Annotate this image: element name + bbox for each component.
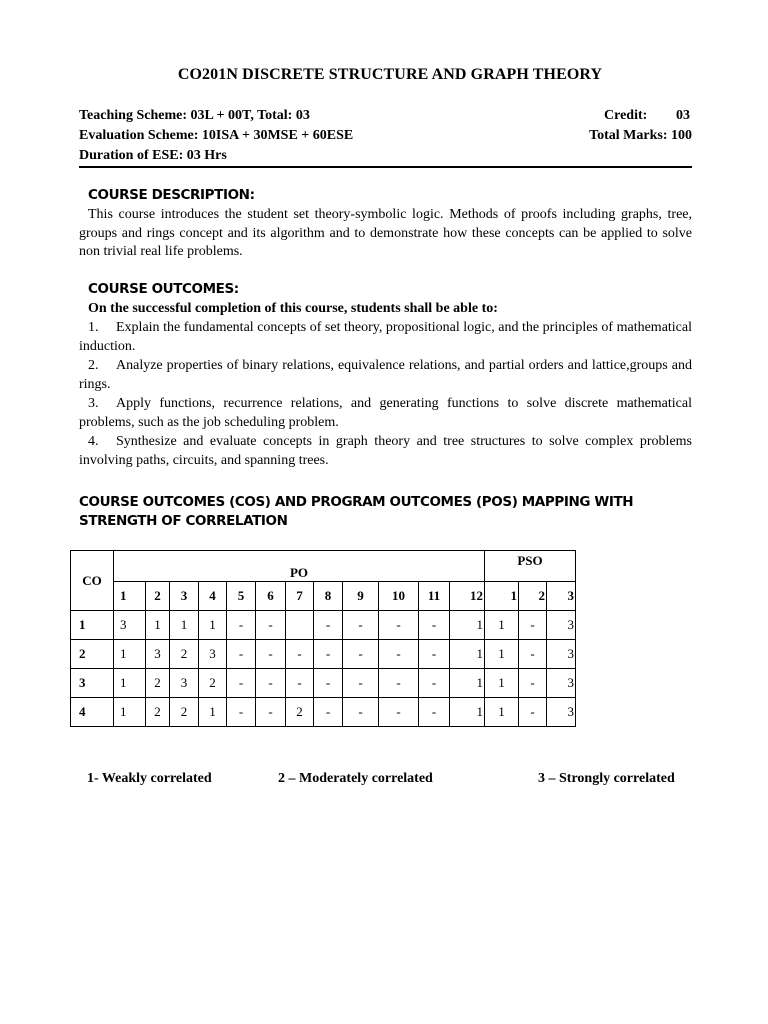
correlation-cell: - xyxy=(256,640,286,669)
outcome-number: 4. xyxy=(88,434,99,449)
correlation-cell: 2 xyxy=(170,640,199,669)
table-row xyxy=(71,669,576,698)
correlation-cell: - xyxy=(343,698,379,727)
correlation-cell: - xyxy=(256,698,286,727)
outcome-item xyxy=(79,395,692,432)
legend-strong: 3 – Strongly correlated xyxy=(538,771,675,786)
po-number-4: 4 xyxy=(199,582,227,611)
po-number-7: 7 xyxy=(286,582,314,611)
correlation-cell: 1 xyxy=(450,611,485,640)
correlation-cell: 1 xyxy=(199,698,227,727)
outcome-item xyxy=(79,433,692,470)
correlation-cell: - xyxy=(379,611,419,640)
correlation-cell: - xyxy=(227,611,256,640)
outcome-text: Apply functions, recurrence relations, and generating functions to solve discrete mathematical problems, such as the job scheduling problem. xyxy=(79,396,692,430)
correlation-cell: - xyxy=(519,669,547,698)
correlation-cell: 1 xyxy=(450,698,485,727)
correlation-cell: 2 xyxy=(286,698,314,727)
correlation-cell: 1 xyxy=(114,669,146,698)
table-row xyxy=(71,698,576,727)
correlation-cell: 1 xyxy=(485,611,519,640)
table-row xyxy=(71,640,576,669)
correlation-cell: - xyxy=(519,640,547,669)
correlation-cell: - xyxy=(519,611,547,640)
correlation-cell: - xyxy=(379,640,419,669)
po-number-12: 12 xyxy=(450,582,485,611)
outcome-text: Explain the fundamental concepts of set theory, propositional logic, and the principles of mathematical induction. xyxy=(79,320,692,354)
teaching-scheme: Teaching Scheme: 03L + 00T, Total: 03 xyxy=(79,108,310,123)
outcome-item xyxy=(79,357,692,394)
co-number: 1 xyxy=(71,611,114,640)
correlation-cell: 3 xyxy=(547,611,576,640)
po-number-11: 11 xyxy=(419,582,450,611)
table-header-row xyxy=(71,551,576,582)
credit-value: 03 xyxy=(676,108,690,123)
po-header: PO xyxy=(114,551,485,582)
co-header: CO xyxy=(71,551,114,611)
correlation-cell: - xyxy=(314,698,343,727)
correlation-cell: - xyxy=(419,669,450,698)
pso-header: PSO xyxy=(485,551,576,582)
po-number-10: 10 xyxy=(379,582,419,611)
co-number: 4 xyxy=(71,698,114,727)
correlation-cell: - xyxy=(379,669,419,698)
correlation-cell: 1 xyxy=(450,640,485,669)
correlation-cell: 1 xyxy=(485,669,519,698)
outcome-item xyxy=(79,319,692,356)
correlation-cell: - xyxy=(314,669,343,698)
correlation-cell: 1 xyxy=(199,611,227,640)
correlation-cell: - xyxy=(419,698,450,727)
correlation-cell: 1 xyxy=(146,611,170,640)
correlation-cell: - xyxy=(379,698,419,727)
correlation-cell: 1 xyxy=(170,611,199,640)
table-number-row xyxy=(71,582,576,611)
po-number-5: 5 xyxy=(227,582,256,611)
correlation-cell: 2 xyxy=(146,698,170,727)
correlation-cell: 1 xyxy=(485,698,519,727)
evaluation-scheme: Evaluation Scheme: 10ISA + 30MSE + 60ESE xyxy=(79,128,354,143)
po-number-3: 3 xyxy=(170,582,199,611)
outcome-number: 3. xyxy=(88,396,99,411)
po-number-6: 6 xyxy=(256,582,286,611)
correlation-cell: - xyxy=(419,640,450,669)
ese-duration: Duration of ESE: 03 Hrs xyxy=(79,148,227,163)
course-outcomes-heading: COURSE OUTCOMES: xyxy=(88,281,239,297)
po-number-8: 8 xyxy=(314,582,343,611)
table-row xyxy=(71,611,576,640)
correlation-cell: 3 xyxy=(170,669,199,698)
header-divider xyxy=(79,166,692,168)
legend-moderate: 2 – Moderately correlated xyxy=(278,771,433,786)
co-po-mapping-table xyxy=(70,550,576,727)
course-outcomes-list xyxy=(79,319,692,470)
correlation-cell: - xyxy=(227,669,256,698)
page-title: CO201N DISCRETE STRUCTURE AND GRAPH THEORY xyxy=(177,66,603,83)
correlation-cell: 2 xyxy=(199,669,227,698)
correlation-cell: - xyxy=(286,669,314,698)
co-number: 3 xyxy=(71,669,114,698)
outcome-text: Synthesize and evaluate concepts in graph theory and tree structures to solve complex problems involving paths, circuits, and spanning trees. xyxy=(79,434,692,468)
outcome-number: 1. xyxy=(88,320,99,335)
correlation-cell: 3 xyxy=(547,669,576,698)
correlation-cell: 1 xyxy=(114,698,146,727)
correlation-cell: 2 xyxy=(146,669,170,698)
correlation-cell: 1 xyxy=(485,640,519,669)
correlation-cell: - xyxy=(419,611,450,640)
mapping-heading: COURSE OUTCOMES (COS) AND PROGRAM OUTCOMES (POS) MAPPING WITH STRENGTH OF CORRELATION xyxy=(79,494,634,529)
correlation-cell: 1 xyxy=(450,669,485,698)
correlation-cell: - xyxy=(343,611,379,640)
correlation-cell: 1 xyxy=(114,640,146,669)
correlation-cell: - xyxy=(227,698,256,727)
correlation-cell: - xyxy=(314,611,343,640)
correlation-cell: 3 xyxy=(547,698,576,727)
correlation-cell: - xyxy=(256,611,286,640)
credit-label: Credit: xyxy=(604,108,648,123)
correlation-cell: - xyxy=(343,669,379,698)
correlation-cell: - xyxy=(519,698,547,727)
correlation-cell: 3 xyxy=(199,640,227,669)
correlation-cell: 3 xyxy=(547,640,576,669)
course-description-text: This course introduces the student set theory-symbolic logic. Methods of proofs including graphs, tree, groups and rings concept and its algorithm and to demonstrate how these concepts can be applied to solve non trivial real life problems. xyxy=(79,207,692,259)
po-number-2: 2 xyxy=(146,582,170,611)
correlation-cell: - xyxy=(314,640,343,669)
correlation-cell: - xyxy=(256,669,286,698)
table-body xyxy=(71,611,576,727)
co-number: 2 xyxy=(71,640,114,669)
correlation-cell xyxy=(286,611,314,640)
legend-weak: 1- Weakly correlated xyxy=(87,771,212,786)
course-outcomes-intro: On the successful completion of this course, students shall be able to: xyxy=(88,301,498,316)
pso-number-2: 2 xyxy=(519,582,547,611)
correlation-cell: - xyxy=(343,640,379,669)
course-description-heading: COURSE DESCRIPTION: xyxy=(88,187,255,203)
pso-number-3: 3 xyxy=(547,582,576,611)
po-number-1: 1 xyxy=(114,582,146,611)
outcome-text: Analyze properties of binary relations, equivalence relations, and partial orders and lattice,groups and rings. xyxy=(79,358,692,392)
correlation-cell: 2 xyxy=(170,698,199,727)
po-number-9: 9 xyxy=(343,582,379,611)
total-marks: Total Marks: 100 xyxy=(589,128,692,143)
correlation-cell: - xyxy=(286,640,314,669)
correlation-cell: 3 xyxy=(146,640,170,669)
correlation-cell: 3 xyxy=(114,611,146,640)
correlation-cell: - xyxy=(227,640,256,669)
outcome-number: 2. xyxy=(88,358,99,373)
pso-number-1: 1 xyxy=(485,582,519,611)
